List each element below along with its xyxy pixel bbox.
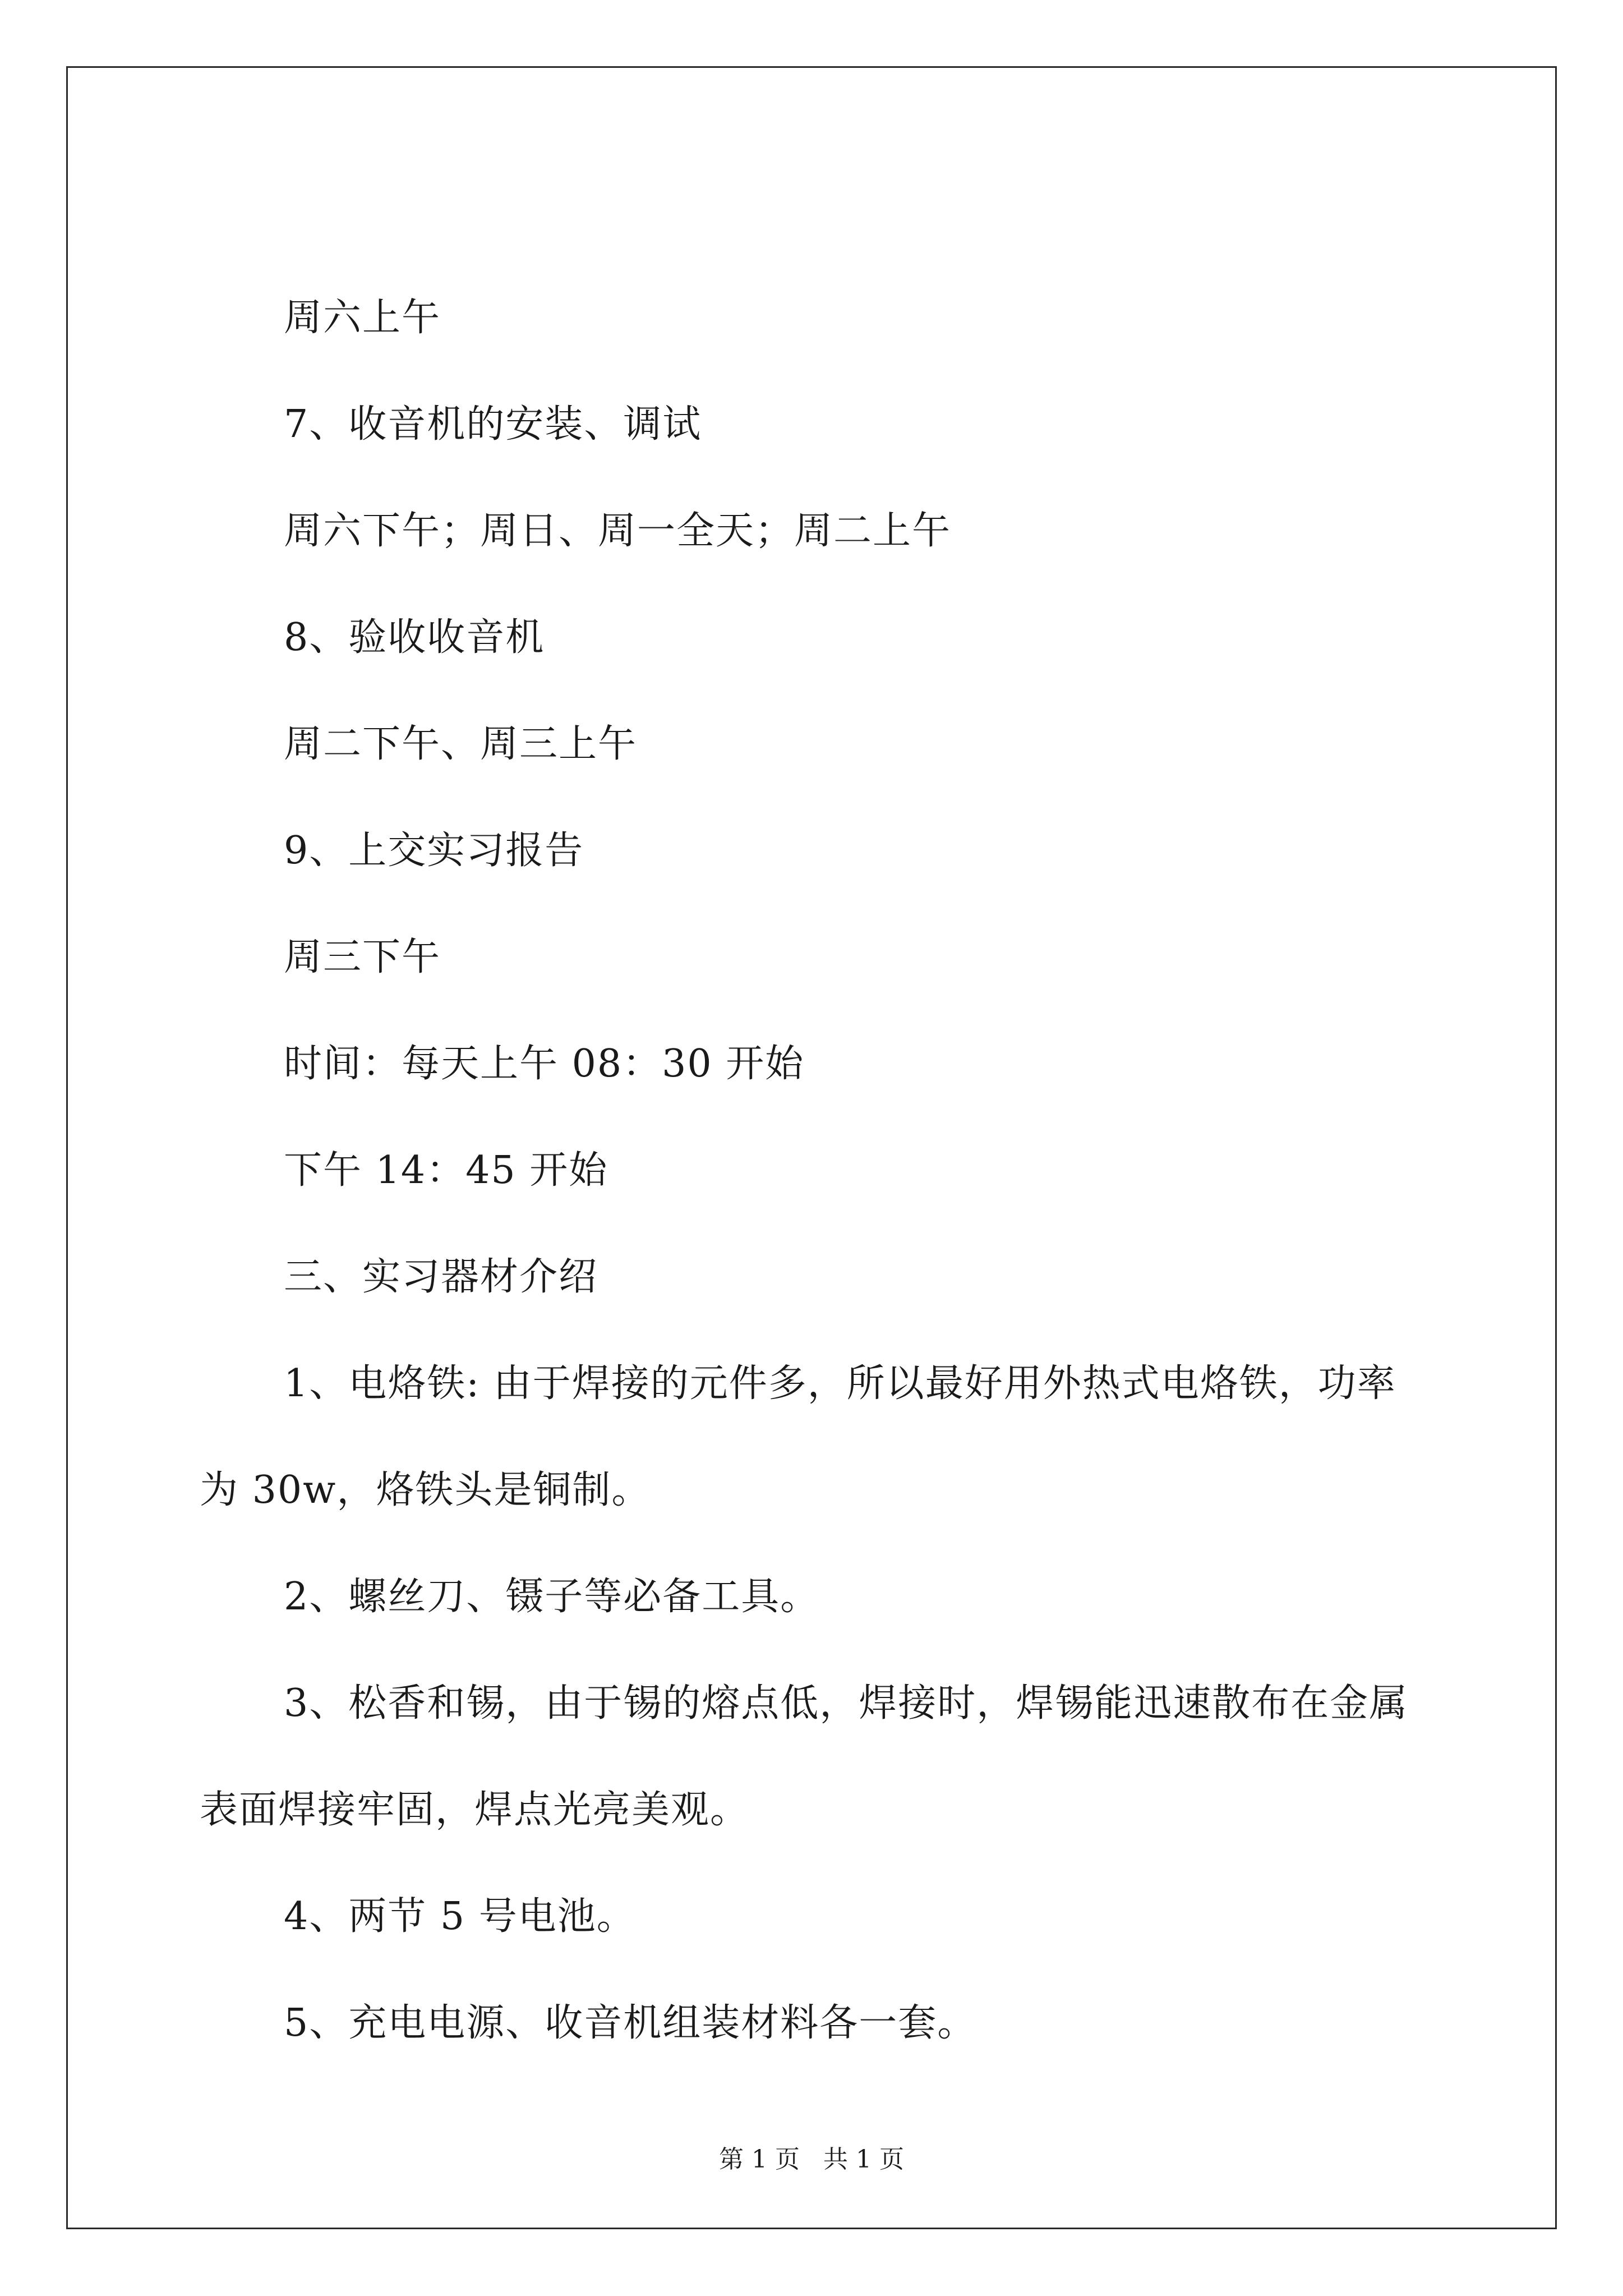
text-line: 4、两节 5 号电池。 — [284, 1894, 636, 1939]
text-line: 3、松香和锡，由于锡的熔点低，焊接时，焊锡能迅速散布在金属 — [284, 1681, 1409, 1726]
page-frame — [66, 66, 1557, 2229]
text-line: 1、电烙铁: 由于焊接的元件多，所以最好用外热式电烙铁，功率 — [284, 1361, 1396, 1406]
text-line: 时间：每天上午 08：30 开始 — [284, 1042, 805, 1086]
text-line: 5、充电电源、收音机组装材料各一套。 — [284, 2001, 977, 2045]
text-line: 2、螺丝刀、镊子等必备工具。 — [284, 1575, 820, 1619]
text-line: 7、收音机的安装、调试 — [284, 402, 702, 447]
text-line: 9、上交实习报告 — [284, 829, 584, 873]
text-line: 为 30w，烙铁头是铜制。 — [200, 1468, 651, 1512]
page-number-current: 第 1 页 — [719, 2145, 800, 2174]
document-body — [68, 68, 1555, 2228]
page-number-total: 共 1 页 — [823, 2145, 904, 2174]
text-line: 三、实习器材介绍 — [284, 1255, 598, 1299]
text-line: 周二下午、周三上午 — [284, 722, 638, 766]
text-line: 周六上午 — [284, 296, 441, 340]
text-line: 周三下午 — [284, 935, 441, 979]
text-line: 8、验收收音机 — [284, 615, 545, 660]
text-line: 周六下午；周日、周一全天；周二上午 — [284, 509, 952, 553]
text-line: 表面焊接牢固，焊点光亮美观。 — [200, 1788, 750, 1832]
page-footer — [68, 2145, 1555, 2175]
text-line: 下午 14：45 开始 — [284, 1148, 608, 1193]
